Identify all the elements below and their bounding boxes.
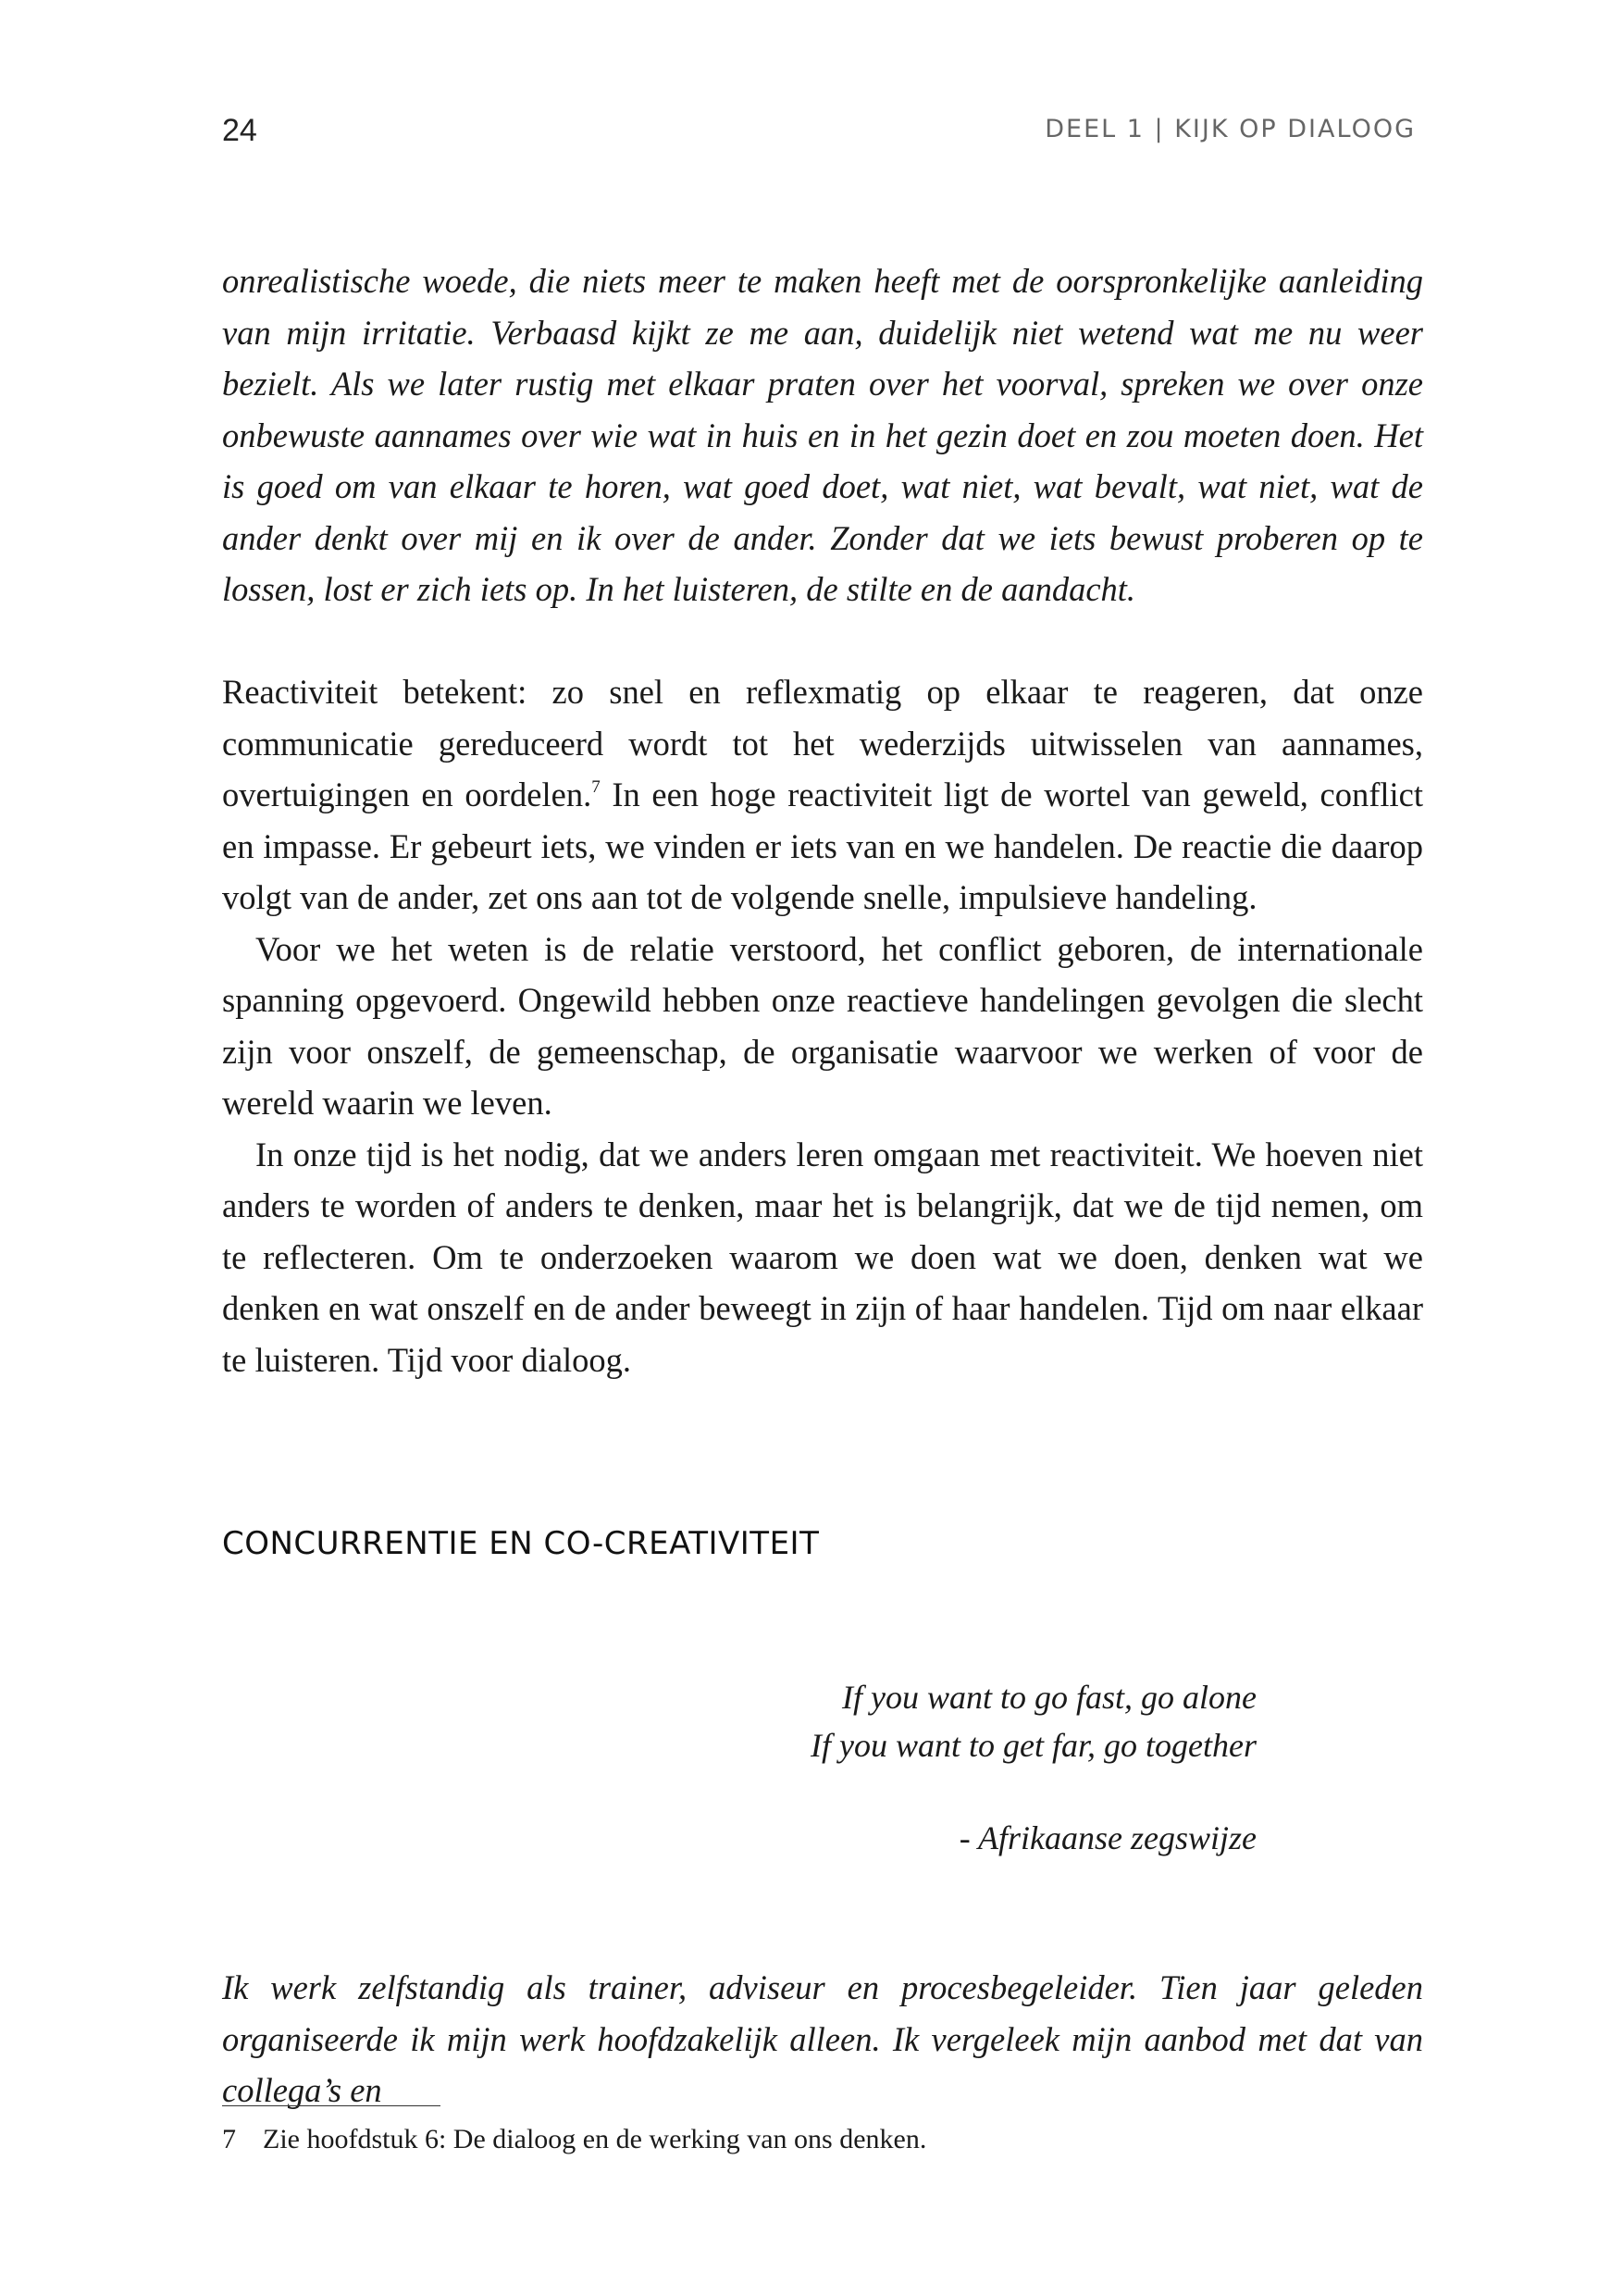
paragraph-text: In een hoge reactiviteit ligt de wortel van geweld, conflict en impasse. Er gebeurt iets, we vinden er iets van en we handelen. De reactie die daarop volgt van de ander, zet ons aan tot de volgende snelle, impulsieve handeling. <box>222 776 1423 916</box>
footnote-number: 7 <box>222 2124 236 2154</box>
narrative-block-2 <box>222 1962 1423 2116</box>
body-paragraph-1 <box>222 666 1423 924</box>
section-heading: CONCURRENTIE EN CO-CREATIVITEIT <box>222 1525 820 1562</box>
narrative-paragraph: Ik werk zelfstandig als trainer, adviseur en procesbegeleider. Tien jaar geleden organiseerde ik mijn werk hoofdzakelijk alleen. Ik vergeleek mijn aanbod met dat van collega’s en <box>222 1968 1423 2109</box>
footnote <box>222 2121 926 2158</box>
footnote-reference[interactable]: 7 <box>591 777 601 797</box>
running-header: DEEL 1 | KIJK OP DIALOOG <box>1045 115 1416 143</box>
page-number: 24 <box>222 113 257 148</box>
epigraph <box>811 1673 1257 1862</box>
epigraph-line: If you want to get far, go together <box>811 1727 1257 1764</box>
epigraph-attribution: - Afrikaanse zegswijze <box>959 1819 1257 1856</box>
footnote-rule <box>222 2105 440 2106</box>
narrative-block-1 <box>222 255 1423 615</box>
paragraph-text: Reactiviteit betekent: zo snel en reflexmatig op elkaar te reageren, dat onze communicatie gereduceerd wordt tot het wederzijds uitwisselen van aannames, overtuigingen en oordelen. <box>222 673 1423 813</box>
body-paragraph-3: In onze tijd is het nodig, dat we anders leren omgaan met reactiviteit. We hoeven niet anders te worden of anders te denken, maar het is belangrijk, dat we de tijd nemen, om te reflecteren. Om te onderzoeken waarom we doen wat we doen, denken wat we denken en wat onszelf en de ander beweegt in zijn of haar handelen. Tijd om naar elkaar te luisteren. Tijd voor dialoog. <box>222 1135 1423 1379</box>
footnote-text: Zie hoofdstuk 6: De dialoog en de werking van ons denken. <box>263 2124 927 2154</box>
epigraph-line: If you want to go fast, go alone <box>842 1679 1257 1716</box>
body-paragraph-2: Voor we het weten is de relatie verstoord, het conflict geboren, de internationale spanning opgevoerd. Ongewild hebben onze reactieve handelingen gevolgen die slecht zijn voor onszelf, de gemeenschap, de organisatie waarvoor we werken of voor de wereld waarin we leven. <box>222 929 1423 1122</box>
body-text <box>222 666 1423 1385</box>
narrative-paragraph: onrealistische woede, die niets meer te maken heeft met de oorspronkelijke aanleiding van mijn irritatie. Verbaasd kijkt ze me aan, duidelijk niet wetend wat me nu weer bezielt. Als we later rustig met elkaar praten over het voorval, spreken we over onze onbewuste aannames over wie wat in huis en in het gezin doet en zou moeten doen. Het is goed om van elkaar te horen, wat goed doet, wat niet, wat bevalt, wat niet, wat de ander denkt over mij en ik over de ander. Zonder dat we iets bewust proberen op te lossen, lost er zich iets op. In het luisteren, de stilte en de aandacht. <box>222 262 1423 608</box>
